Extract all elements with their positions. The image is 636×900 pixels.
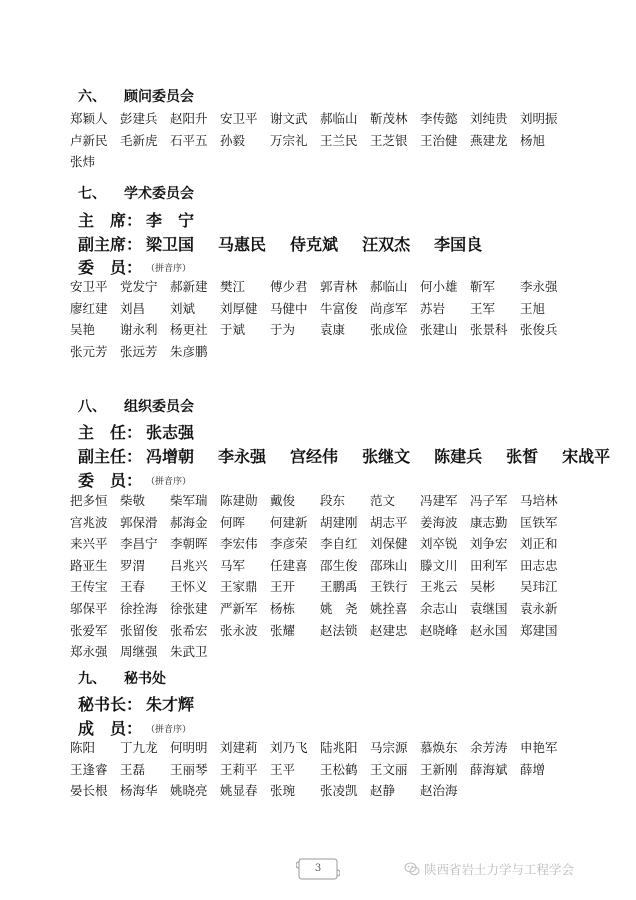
member-name: 宫兆波 [70,514,108,530]
section-heading [78,396,194,416]
member-name: 胡志平 [370,514,408,530]
name-row [70,130,570,152]
leader-name: 陈建兵 [434,447,483,466]
member-name: 匡铁军 [520,514,558,530]
member-name: 马军 [220,557,246,573]
name-row [70,641,570,663]
member-name: 马健中 [270,300,308,316]
member-name: 谢永利 [120,322,158,338]
name-row [70,620,570,642]
leader-name: 李国良 [434,235,483,254]
member-name: 刘争宏 [470,536,508,552]
member-name: 戴俊 [270,493,296,508]
member-name: 姜海波 [420,514,458,530]
academic-name-list [70,276,570,362]
member-name: 赵永国 [470,622,508,638]
member-name: 袁继国 [470,600,508,616]
name-row [70,533,570,555]
member-name: 王铁行 [370,579,408,595]
member-name: 胡建刚 [320,514,358,530]
member-name: 申艳军 [520,740,558,755]
member-name: 李宏伟 [220,536,258,552]
member-name: 赵晓峰 [420,622,458,638]
member-name: 杨更社 [170,322,208,338]
wechat-icon [404,861,420,877]
member-name: 王兰民 [320,132,358,148]
member-name: 李自红 [320,536,358,552]
member-name: 杨海华 [120,783,158,799]
pinyin-order-note: （拼音序） [146,264,192,274]
section-heading [78,183,194,203]
member-name: 李朝晖 [170,536,208,552]
member-name: 郝新建 [170,279,208,294]
member-name: 王芝银 [370,132,408,148]
member-name: 王逢睿 [70,761,108,777]
chairman-line [78,208,218,231]
section-number: 八、 [78,399,106,415]
member-name: 冯建军 [420,493,458,508]
vice-chairman-line [78,232,506,255]
member-name: 柴敬 [120,493,146,508]
member-name: 王莉平 [220,761,258,777]
member-name: 把多恒 [70,493,108,508]
section-number: 九、 [78,671,106,687]
name-row [70,490,570,512]
member-name: 康志勤 [470,514,508,530]
name-row [70,555,570,577]
member-name: 邵生俊 [320,557,358,573]
leader-name: 张继文 [362,447,411,466]
leader-name: 张皙 [506,447,539,466]
member-name: 张景科 [470,322,508,338]
member-name: 严新军 [220,600,258,616]
members-label-line [78,255,191,278]
member-name: 赵建忠 [370,622,408,638]
member-name: 王春 [120,579,146,595]
member-name: 吴彬 [470,579,496,595]
member-name: 邵珠山 [370,557,408,573]
member-name: 苏岩 [420,300,446,316]
member-name: 赵阳升 [170,111,208,126]
leader-name: 梁卫国 [146,235,195,254]
member-name: 赵静 [370,783,396,799]
member-name: 杨栋 [270,600,296,616]
leader-name: 宋战平 [562,447,611,466]
member-name: 于为 [270,322,296,338]
member-name: 陈阳 [70,740,96,755]
leader-name: 汪双杰 [362,235,411,254]
watermark-text: 陕西省岩土力学与工程学会 [424,862,575,877]
member-name: 田利军 [470,557,508,573]
member-name: 牛富俊 [320,300,358,316]
member-name: 何建新 [270,514,308,530]
member-name: 慕焕东 [420,740,458,755]
name-row [70,737,570,759]
member-name: 张爱军 [70,622,108,638]
member-name: 张炜 [70,154,96,170]
members-label-line [78,468,191,491]
section-heading [78,668,166,688]
name-row [70,151,570,173]
member-name: 朱彦鹏 [170,343,208,359]
member-name: 郝临山 [320,111,358,126]
member-name: 刘昌 [120,300,146,316]
member-name: 樊江 [220,279,246,294]
role-label: 副主席： [78,235,143,254]
members-label: 委 员： [78,471,143,490]
role-label: 主 任： [78,423,143,442]
member-name: 赵法锁 [320,622,358,638]
section-title: 学术委员会 [124,186,194,202]
member-name: 张元芳 [70,343,108,359]
role-label: 副主任： [78,447,143,466]
leader-name: 李 宁 [146,211,195,230]
pinyin-order-note: （拼音序） [146,477,192,487]
member-name: 彭建兵 [120,111,158,126]
leader-name: 朱才辉 [146,695,195,714]
leader-name: 张志强 [146,423,195,442]
member-name: 周继强 [120,644,158,660]
member-name: 王传宝 [70,579,108,595]
name-row [70,576,570,598]
member-name: 张永波 [220,622,258,638]
section-title: 秘书处 [124,671,166,687]
member-name: 张希宏 [170,622,208,638]
member-name: 谢文武 [270,111,308,126]
member-name: 王家鼎 [220,579,258,595]
leader-name: 李永强 [218,447,267,466]
member-name: 徐张建 [170,600,208,616]
member-name: 刘明振 [520,111,558,126]
page-number-frame [296,856,340,882]
leader-name: 侍克斌 [290,235,339,254]
member-name: 王鹏禹 [320,579,358,595]
member-name: 郑永强 [70,644,108,660]
member-name: 姚 尧 [320,600,358,616]
advisory-name-list [70,108,570,173]
member-name: 朱武卫 [170,644,208,660]
section-title: 顾问委员会 [124,89,194,105]
member-name: 刘保健 [370,536,408,552]
member-name: 余芳涛 [470,740,508,755]
member-name: 路亚生 [70,557,108,573]
member-name: 卢新民 [70,132,108,148]
member-name: 石平五 [170,132,208,148]
member-name: 刘正和 [520,536,558,552]
member-name: 晏长根 [70,783,108,799]
member-name: 陆兆阳 [320,740,358,755]
member-name: 廖红建 [70,300,108,316]
member-name: 何晖 [220,514,246,530]
member-name: 李永强 [520,279,558,294]
member-name: 毛新虎 [120,132,158,148]
member-name: 李彦荣 [270,536,308,552]
name-row [70,759,570,781]
page-number: 3 [314,863,322,874]
member-name: 罗渭 [120,557,146,573]
name-row [70,780,570,802]
member-name: 张耀 [270,622,296,638]
member-name: 王文丽 [370,761,408,777]
member-name: 张俊兵 [520,322,558,338]
pinyin-order-note: （拼音序） [146,725,192,735]
member-name: 刘乃飞 [270,740,308,755]
member-name: 王开 [270,579,296,595]
member-name: 王旭 [520,300,546,316]
member-name: 孙毅 [220,132,246,148]
member-name: 袁永新 [520,600,558,616]
member-name: 王松鹤 [320,761,358,777]
member-name: 张凌凯 [320,783,358,799]
member-name: 邬保平 [70,600,108,616]
member-name: 滕文川 [420,557,458,573]
watermark [404,856,630,884]
member-name: 靳军 [470,279,496,294]
member-name: 薛增 [520,761,546,777]
member-name: 徐拴海 [120,600,158,616]
deputy-director-line [78,444,634,467]
name-row [70,108,570,130]
member-name: 薛海斌 [470,761,508,777]
member-name: 姚显春 [220,783,258,799]
member-name: 刘斌 [170,300,196,316]
name-row [70,298,570,320]
member-name: 郑建国 [520,622,558,638]
member-name: 郭保滑 [120,514,158,530]
name-row [70,276,570,298]
member-name: 王怀义 [170,579,208,595]
member-name: 吕兆兴 [170,557,208,573]
member-name: 田志忠 [520,557,558,573]
leader-name: 马惠民 [218,235,267,254]
role-label: 主 席： [78,211,143,230]
member-name: 陈建勋 [220,493,258,508]
member-name: 丁九龙 [120,740,158,755]
member-name: 刘建莉 [220,740,258,755]
member-name: 刘纯贵 [470,111,508,126]
members-label: 委 员： [78,258,143,277]
member-name: 王兆云 [420,579,458,595]
member-name: 张留俊 [120,622,158,638]
member-name: 刘卒锐 [420,536,458,552]
member-name: 郝海金 [170,514,208,530]
member-name: 王新刚 [420,761,458,777]
member-name: 于斌 [220,322,246,338]
member-name: 姚拴喜 [370,600,408,616]
section-number: 六、 [78,89,106,105]
section-title: 组织委员会 [124,399,194,415]
organizing-name-list [70,490,570,663]
member-name: 万宗礼 [270,132,308,148]
member-name: 张远芳 [120,343,158,359]
member-name: 袁康 [320,322,346,338]
member-name: 范文 [370,493,396,508]
member-name: 冯子军 [470,493,508,508]
member-name: 赵治海 [420,783,458,799]
member-name: 靳茂林 [370,111,408,126]
member-name: 姚晓亮 [170,783,208,799]
section-heading [78,86,194,106]
member-name: 杨旭 [520,132,546,148]
member-name: 傅少君 [270,279,308,294]
name-row [70,319,570,341]
member-name: 王军 [470,300,496,316]
member-name: 张建山 [420,322,458,338]
members-label: 成 员： [78,719,143,738]
secretary-general-line [78,692,218,715]
member-name: 何明明 [170,740,208,755]
member-name: 任建喜 [270,557,308,573]
member-name: 郑颖人 [70,111,108,126]
member-name: 李昌宁 [120,536,158,552]
member-name: 张琬 [270,783,296,799]
role-label: 秘书长： [78,695,143,714]
member-name: 刘厚健 [220,300,258,316]
member-name: 郭青林 [320,279,358,294]
leader-name: 冯增朝 [146,447,195,466]
member-name: 王丽琴 [170,761,208,777]
secretariat-name-list [70,737,570,802]
member-name: 张成俭 [370,322,408,338]
member-name: 安卫平 [220,111,258,126]
member-name: 尚彦军 [370,300,408,316]
member-name: 马宗源 [370,740,408,755]
member-name: 燕建龙 [470,132,508,148]
member-name: 何小雄 [420,279,458,294]
member-name: 王磊 [120,761,146,777]
member-name: 王平 [270,761,296,777]
director-line [78,420,218,443]
name-row [70,341,570,363]
leader-name: 宫经伟 [290,447,339,466]
members-label-line [78,716,191,739]
member-name: 吴玮江 [520,579,558,595]
member-name: 余志山 [420,600,458,616]
member-name: 来兴平 [70,536,108,552]
member-name: 段东 [320,493,346,508]
member-name: 柴军瑞 [170,493,208,508]
member-name: 王治健 [420,132,458,148]
member-name: 党发宁 [120,279,158,294]
member-name: 安卫平 [70,279,108,294]
member-name: 吴艳 [70,322,96,338]
member-name: 郝临山 [370,279,408,294]
member-name: 李传懿 [420,111,458,126]
name-row [70,598,570,620]
member-name: 马培林 [520,493,558,508]
section-number: 七、 [78,186,106,202]
name-row [70,512,570,534]
